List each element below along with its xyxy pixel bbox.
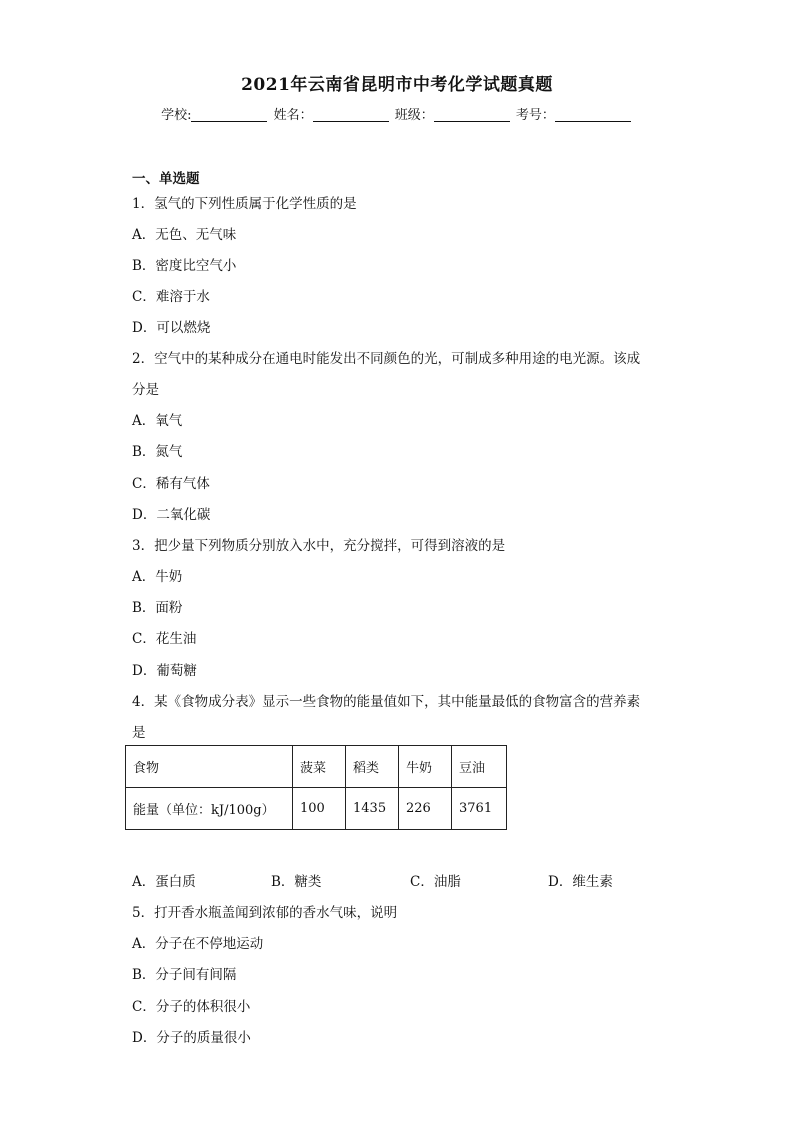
q4-stem-line1: 4．某《食物成分表》显示一些食物的能量值如下，其中能量最低的食物富含的营养素 [132, 694, 641, 710]
table-cell: 豆油 [452, 746, 507, 788]
table-cell: 能量（单位：kJ/100g） [126, 788, 293, 830]
table-cell: 1435 [346, 788, 399, 830]
table-cell: 226 [399, 788, 452, 830]
q3-option-d: D．葡萄糖 [132, 663, 197, 679]
name-label: 姓名： [273, 108, 313, 123]
q1-option-a: A．无色、无气味 [132, 227, 237, 243]
q1-option-b: B．密度比空气小 [132, 258, 237, 274]
q3-option-b: B．面粉 [132, 600, 183, 616]
table-cell: 3761 [452, 788, 507, 830]
student-info-row [0, 104, 794, 123]
exam-title: 2021年云南省昆明市中考化学试题真题 [241, 75, 553, 95]
table-cell: 食物 [126, 746, 293, 788]
q5-option-a: A．分子在不停地运动 [132, 936, 264, 952]
q3-option-c: C．花生油 [132, 631, 197, 647]
q2-option-d: D．二氧化碳 [132, 507, 211, 523]
q5-option-d: D．分子的质量很小 [132, 1030, 251, 1046]
school-label: 学校: [161, 108, 192, 123]
q4-stem-line2: 是 [132, 725, 146, 741]
q2-stem-line1: 2．空气中的某种成分在通电时能发出不同颜色的光，可制成多种用途的电光源。该成 [132, 351, 641, 367]
q4-option-c: C．油脂 [410, 874, 461, 890]
name-blank [313, 107, 389, 122]
q3-option-a: A．牛奶 [132, 569, 183, 585]
table-row [126, 788, 507, 830]
table-cell: 稻类 [346, 746, 399, 788]
q5-option-b: B．分子间有间隔 [132, 967, 237, 983]
q2-option-a: A．氧气 [132, 413, 183, 429]
class-label: 班级： [394, 108, 434, 123]
number-label: 考号： [515, 108, 555, 123]
food-energy-table [125, 745, 507, 830]
q2-option-c: C．稀有气体 [132, 476, 210, 492]
q2-stem-line2: 分是 [132, 382, 159, 398]
number-blank [555, 107, 631, 122]
table-cell: 100 [293, 788, 346, 830]
q5-stem: 5．打开香水瓶盖闻到浓郁的香水气味，说明 [132, 905, 398, 921]
table-row [126, 746, 507, 788]
school-blank [191, 107, 267, 122]
q3-stem: 3．把少量下列物质分别放入水中，充分搅拌，可得到溶液的是 [132, 538, 506, 554]
q1-stem: 1．氢气的下列性质属于化学性质的是 [132, 196, 357, 212]
q2-option-b: B．氮气 [132, 444, 183, 460]
q5-option-c: C．分子的体积很小 [132, 999, 251, 1015]
section-heading: 一、单选题 [132, 171, 200, 187]
q1-option-c: C．难溶于水 [132, 289, 210, 305]
table-cell: 牛奶 [399, 746, 452, 788]
q4-option-a: A．蛋白质 [132, 874, 196, 890]
q4-option-d: D．维生素 [548, 874, 613, 890]
table-cell: 菠菜 [293, 746, 346, 788]
q1-option-d: D．可以燃烧 [132, 320, 211, 336]
q4-option-b: B．糖类 [271, 874, 322, 890]
class-blank [434, 107, 510, 122]
